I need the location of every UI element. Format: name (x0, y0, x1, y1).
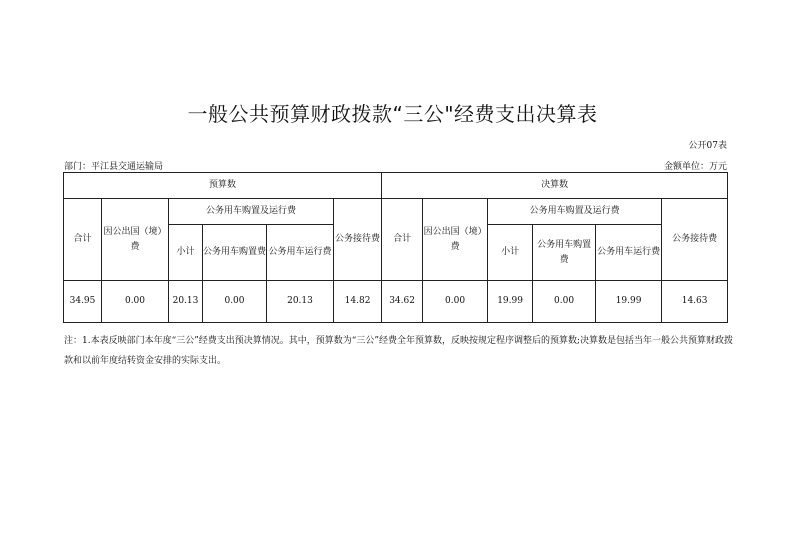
cell-budget-operation: 20.13 (267, 281, 334, 323)
header-budget-purchase: 公务用车购置费 (203, 225, 267, 281)
header-final-vehicle-group: 公务用车购置及运行费 (488, 199, 662, 225)
footnote: 注：1.本表反映部门本年度“三公”经费支出预决算情况。其中，预算数为“三公”经费全年预算数，反映按规定程序调整后的预算数;决算数是包括当年一般公共预算财政拨款和以前年度结转资金安排的实际支出。 (64, 336, 734, 366)
cell-final-subtotal: 19.99 (488, 281, 533, 323)
header-budget-subtotal: 小计 (169, 225, 203, 281)
form-code: 公开07表 (688, 141, 727, 151)
header-final-purchase: 公务用车购置费 (533, 225, 596, 281)
unit-label: 金额单位：万元 (663, 162, 727, 172)
header-budget: 预算数 (64, 173, 382, 199)
header-budget-reception: 公务接待费 (334, 199, 382, 281)
cell-budget-abroad: 0.00 (102, 281, 169, 323)
header-final-reception: 公务接待费 (662, 199, 728, 281)
cell-budget-subtotal: 20.13 (169, 281, 203, 323)
cell-final-operation: 19.99 (596, 281, 662, 323)
department-label: 部门：平江县交通运输局 (64, 162, 164, 172)
header-budget-operation: 公务用车运行费 (267, 225, 334, 281)
header-budget-total: 合计 (64, 199, 102, 281)
cell-budget-purchase: 0.00 (203, 281, 267, 323)
cell-budget-reception: 14.82 (334, 281, 382, 323)
cell-final-total: 34.62 (382, 281, 423, 323)
header-budget-vehicle-group: 公务用车购置及运行费 (169, 199, 334, 225)
header-budget-abroad: 因公出国（境）费 (102, 199, 169, 281)
cell-final-reception: 14.63 (662, 281, 728, 323)
expenditure-table (63, 172, 728, 323)
header-final-abroad: 因公出国（境）费 (423, 199, 488, 281)
cell-final-purchase: 0.00 (533, 281, 596, 323)
cell-budget-total: 34.95 (64, 281, 102, 323)
header-final-subtotal: 小计 (488, 225, 533, 281)
header-final: 决算数 (382, 173, 728, 199)
header-final-total: 合计 (382, 199, 423, 281)
cell-final-abroad: 0.00 (423, 281, 488, 323)
page-title: 一般公共预算财政拨款“三公"经费支出决算表 (187, 102, 598, 126)
header-final-operation: 公务用车运行费 (596, 225, 662, 281)
